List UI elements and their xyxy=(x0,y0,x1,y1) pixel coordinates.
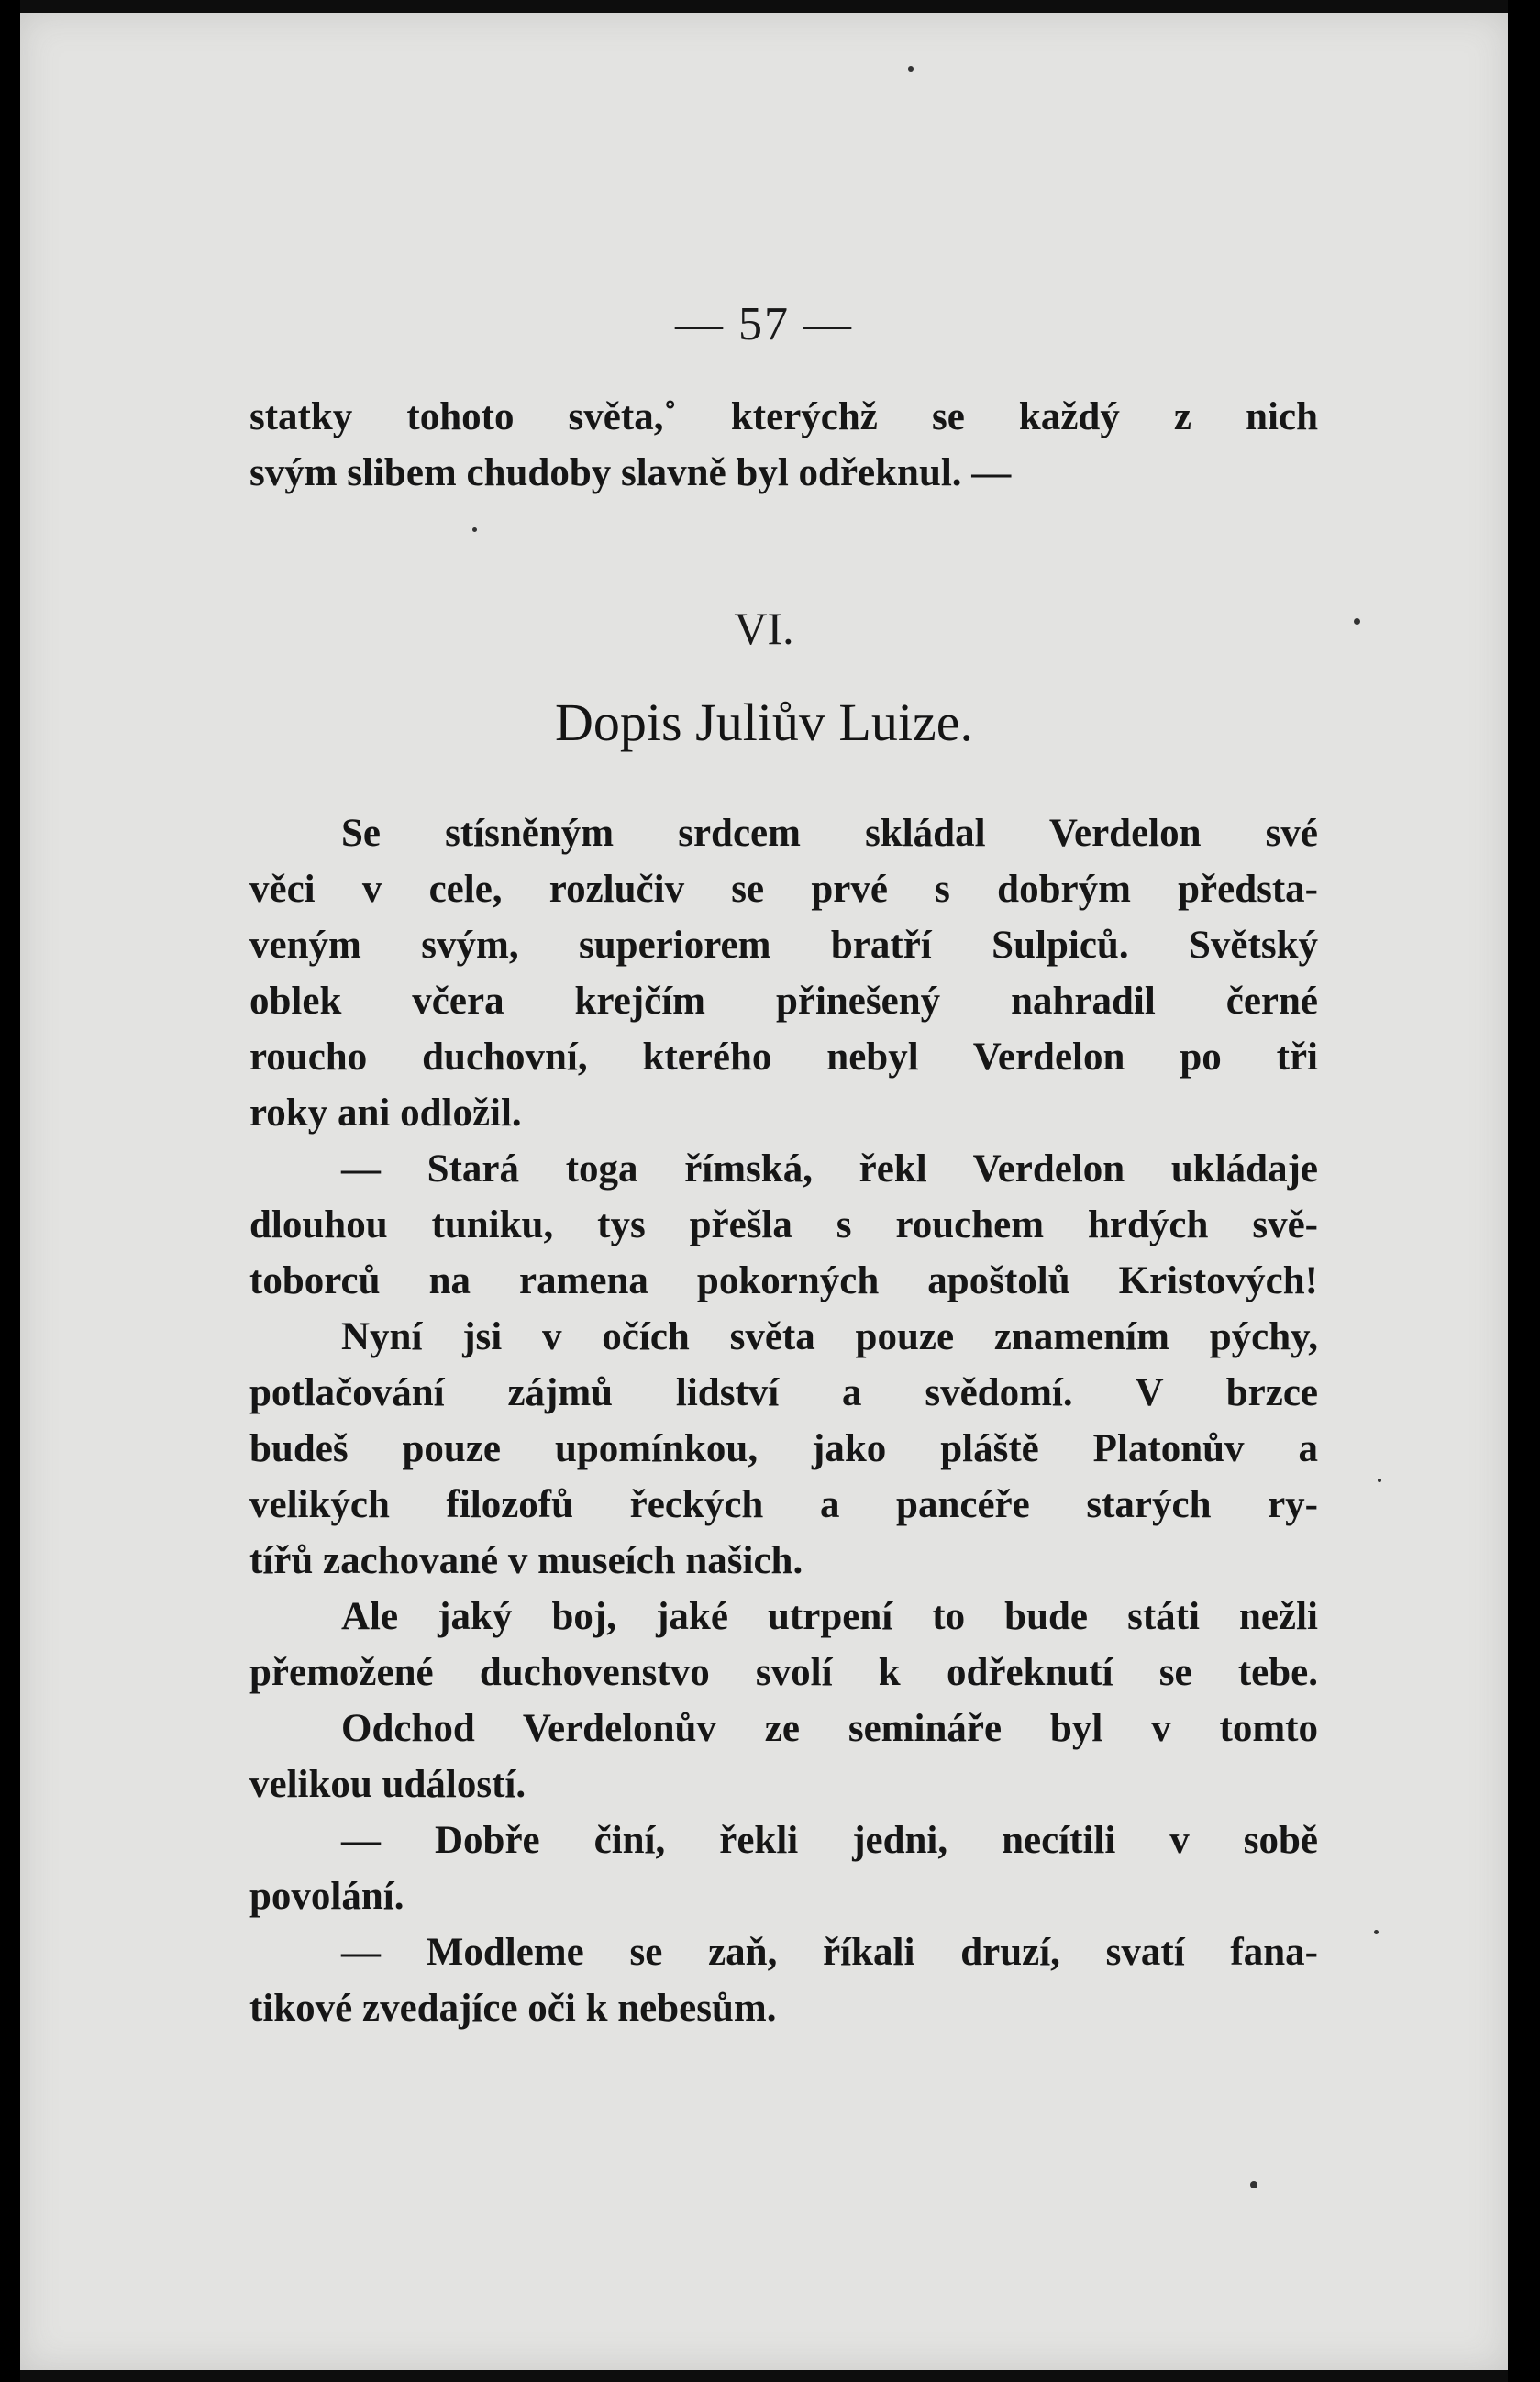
paper-speck xyxy=(472,527,477,532)
paper-speck xyxy=(1250,2181,1257,2188)
text-line: přemožené duchovenstvo svolí k odřeknutí se tebe. xyxy=(249,1651,1318,1694)
paper-speck xyxy=(1378,1479,1381,1482)
text-line: statky tohoto světa,˚ kterýchž se každý z nich xyxy=(249,395,1318,438)
text-line: roucho duchovní, kterého nebyl Verdelon po tři xyxy=(249,1036,1318,1079)
paper-speck xyxy=(1354,618,1360,625)
scan-right-edge xyxy=(1508,0,1540,2382)
text-line: Se stísněným srdcem skládal Verdelon své xyxy=(341,812,1318,855)
text-line: potlačování zájmů lidství a svědomí. V brzce xyxy=(249,1371,1318,1414)
text-line: Odchod Verdelonův ze semináře byl v tomto xyxy=(341,1707,1318,1750)
text-line: toborců na ramena pokorných apoštolů Kristových! xyxy=(249,1259,1318,1302)
paper-speck xyxy=(1374,1930,1379,1934)
text-line: velikou událostí. xyxy=(249,1763,526,1806)
text-line: dlouhou tuniku, tys přešla s rouchem hrdých svě- xyxy=(249,1203,1318,1246)
chapter-title: Dopis Juliův Luize. xyxy=(555,692,973,752)
text-line: veným svým, superiorem bratří Sulpiců. Světský xyxy=(249,924,1318,967)
text-line: Nyní jsi v očích světa pouze znamením pýchy, xyxy=(341,1315,1318,1358)
text-line: svým slibem chudoby slavně byl odřeknul. — xyxy=(249,451,1012,494)
text-line: Ale jaký boj, jaké utrpení to bude státi nežli xyxy=(341,1595,1318,1638)
scan-left-edge xyxy=(0,0,20,2382)
text-line: — Dobře činí, řekli jedni, necítili v sobě xyxy=(341,1819,1318,1862)
text-line: oblek včera krejčím přinešený nahradil černé xyxy=(249,980,1318,1023)
text-line: roky ani odložil. xyxy=(249,1091,522,1135)
chapter-number: VI. xyxy=(734,603,794,654)
text-line: budeš pouze upomínkou, jako pláště Platonův a xyxy=(249,1427,1318,1470)
text-line: povolání. xyxy=(249,1875,404,1918)
paper-speck xyxy=(908,66,914,72)
intro-paragraph xyxy=(249,389,1318,501)
page-number: — 57 — xyxy=(675,298,853,350)
chapter-body xyxy=(249,805,1318,2036)
book-page xyxy=(20,13,1508,2370)
text-line: věci v cele, rozlučiv se prvé s dobrým předsta- xyxy=(249,868,1318,911)
text-line: tikové zvedajíce oči k nebesům. xyxy=(249,1987,777,2030)
text-line: velikých filozofů řeckých a pancéře starých ry- xyxy=(249,1483,1318,1526)
text-line: — Modleme se zaň, říkali druzí, svatí fana- xyxy=(341,1931,1318,1974)
text-line: tířů zachované v museích našich. xyxy=(249,1539,803,1582)
text-line: — Stará toga římská, řekl Verdelon ukládaje xyxy=(341,1147,1318,1191)
